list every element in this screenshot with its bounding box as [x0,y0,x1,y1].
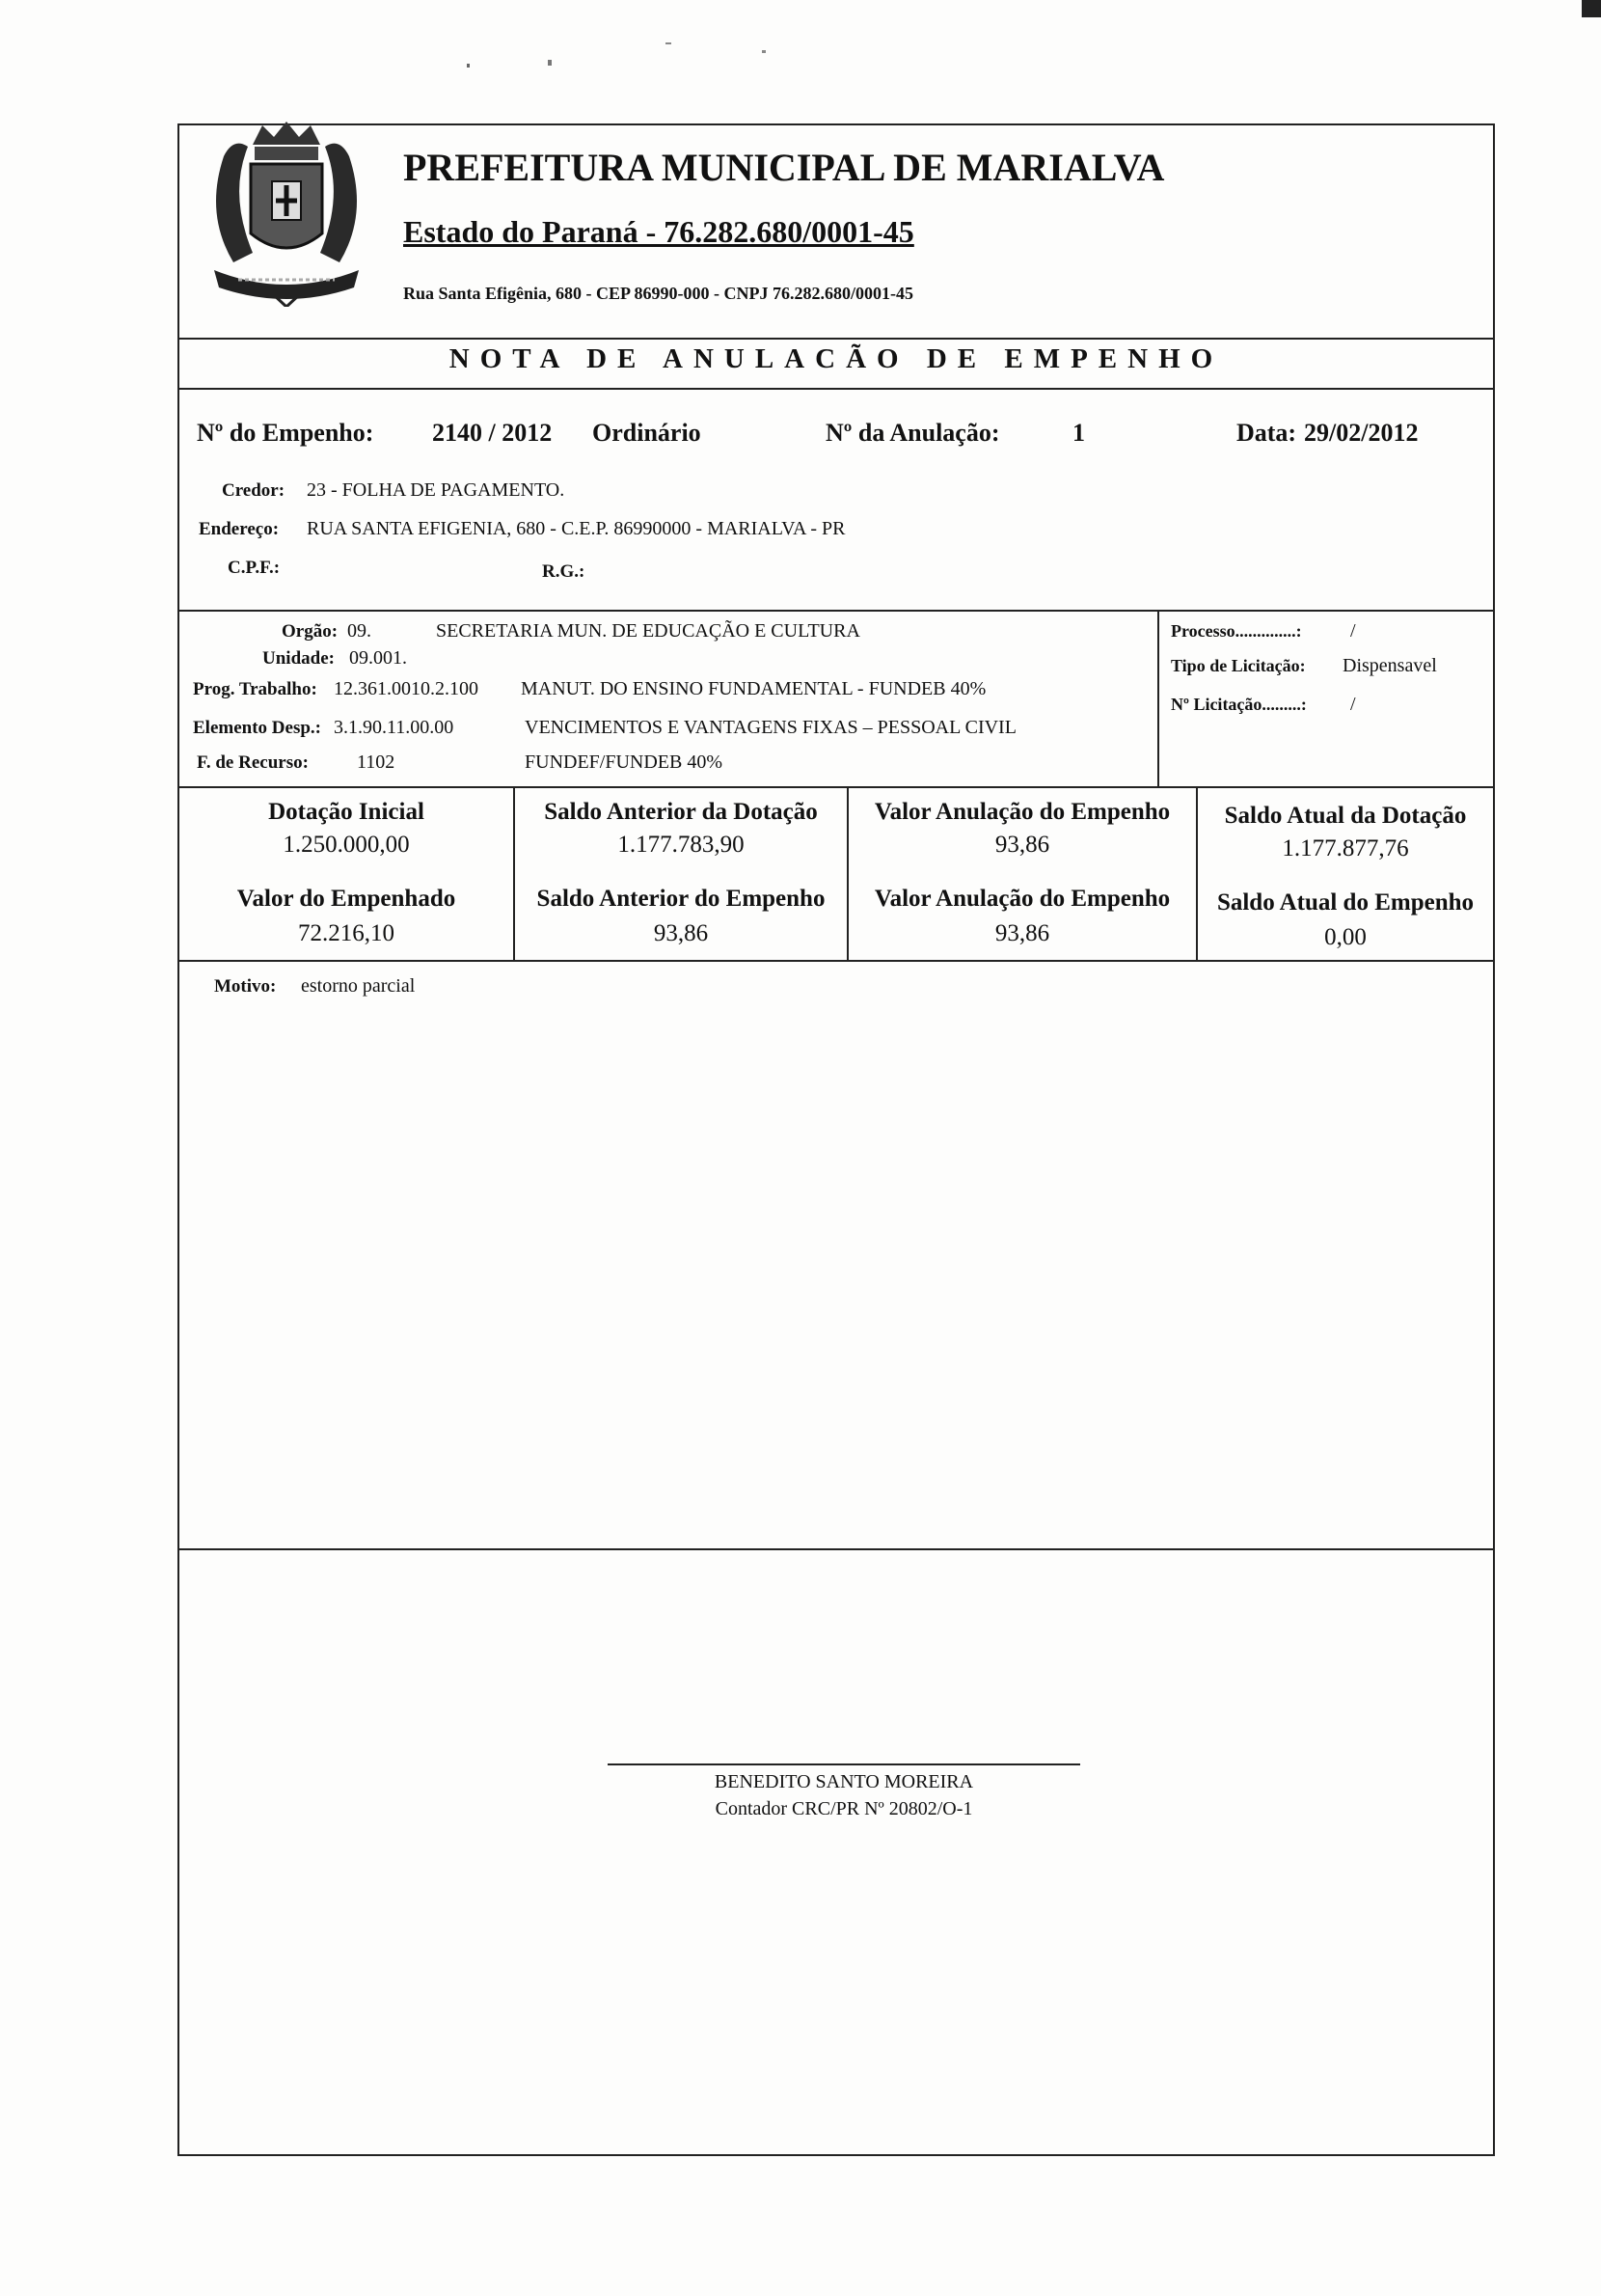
divider [177,1548,1495,1550]
municipality-title: PREFEITURA MUNICIPAL DE MARIALVA [403,146,1165,189]
date-value: 29/02/2012 [1304,419,1419,447]
signatory-name: BENEDITO SANTO MOREIRA [714,1771,974,1792]
scan-mark [548,60,552,66]
orgao-value: 09. [347,620,371,642]
prog-trabalho-label: Prog. Trabalho: [193,679,317,699]
endereco-value: RUA SANTA EFIGENIA, 680 - C.E.P. 86990000 - MARIALVA - PR [307,518,846,539]
document-title: NOTA DE ANULACÃO DE EMPENHO [448,343,1224,374]
endereco-label: Endereço: [199,519,280,539]
elemento-despesa-label: Elemento Desp.: [193,718,321,738]
divider [1157,610,1159,786]
tipo-licitacao-value: Dispensavel [1343,655,1437,676]
numero-licitacao-value: / [1350,694,1356,715]
empenho-type: Ordinário [592,419,701,447]
scan-mark [665,42,671,44]
divider [177,388,1495,390]
saldo-anterior-dotacao-label: Saldo Anterior da Dotação [544,799,818,825]
scan-mark [1582,0,1601,17]
scan-mark [467,64,470,68]
divider [177,610,1495,612]
processo-label: Processo..............: [1171,621,1302,641]
valor-empenhado-label: Valor do Empenhado [236,886,456,912]
signature-line [608,1763,1080,1765]
motivo-label: Motivo: [214,976,277,997]
orgao-label: Orgão: [282,621,339,642]
anulacao-number-value: 1 [1072,419,1085,447]
anulacao-number-label: Nº da Anulação: [826,419,1000,447]
divider [177,786,1495,788]
fonte-recurso-value: 1102 [357,752,395,773]
credor-value: 23 - FOLHA DE PAGAMENTO. [307,479,565,501]
valor-anulacao-empenho-value-2: 93,86 [994,920,1050,946]
date-label: Data: [1236,419,1297,447]
unidade-value: 09.001. [349,647,407,669]
empenho-number-label: Nº do Empenho: [197,419,374,447]
valor-anulacao-empenho-label-2: Valor Anulação do Empenho [874,886,1171,912]
prog-trabalho-description: MANUT. DO ENSINO FUNDAMENTAL - FUNDEB 40% [521,678,987,699]
dotacao-inicial-label: Dotação Inicial [268,799,424,825]
saldo-anterior-empenho-label: Saldo Anterior do Empenho [536,886,826,912]
signatory-role: Contador CRC/PR Nº 20802/O-1 [715,1798,973,1819]
fonte-recurso-description: FUNDEF/FUNDEB 40% [525,752,723,773]
orgao-description: SECRETARIA MUN. DE EDUCAÇÃO E CULTURA [436,620,860,642]
scan-mark [762,50,766,53]
unidade-label: Unidade: [262,648,335,669]
numero-licitacao-label: Nº Licitação.........: [1171,695,1307,714]
saldo-atual-empenho-value: 0,00 [1324,924,1367,950]
cpf-label: C.P.F.: [228,558,281,578]
saldo-anterior-empenho-value: 93,86 [653,920,709,946]
elemento-despesa-value: 3.1.90.11.00.00 [334,717,454,738]
saldo-atual-dotacao-value: 1.177.877,76 [1282,835,1409,861]
credor-label: Credor: [222,480,285,501]
saldo-atual-dotacao-label: Saldo Atual da Dotação [1224,803,1467,829]
divider [177,960,1495,962]
saldo-anterior-dotacao-value: 1.177.783,90 [617,832,745,858]
fonte-recurso-label: F. de Recurso: [197,752,309,773]
tipo-licitacao-label: Tipo de Licitação: [1171,656,1306,675]
valor-anulacao-empenho-value: 93,86 [994,832,1050,858]
municipal-coat-of-arms-logo [195,118,378,307]
processo-value: / [1350,620,1356,642]
elemento-despesa-description: VENCIMENTOS E VANTAGENS FIXAS – PESSOAL CIVIL [525,717,1017,738]
valor-anulacao-empenho-label: Valor Anulação do Empenho [874,799,1171,825]
dotacao-inicial-value: 1.250.000,00 [283,832,410,858]
saldo-atual-empenho-label: Saldo Atual do Empenho [1216,889,1475,916]
valor-empenhado-value: 72.216,10 [298,920,394,946]
empenho-number-value: 2140 / 2012 [432,419,553,447]
divider [177,338,1495,340]
prog-trabalho-value: 12.361.0010.2.100 [334,678,478,699]
rg-label: R.G.: [542,561,585,582]
address-line: Rua Santa Efigênia, 680 - CEP 86990-000 - CNPJ 76.282.680/0001-45 [403,284,914,303]
state-cnpj-line: Estado do Paraná - 76.282.680/0001-45 [403,214,914,249]
motivo-value: estorno parcial [301,975,416,997]
